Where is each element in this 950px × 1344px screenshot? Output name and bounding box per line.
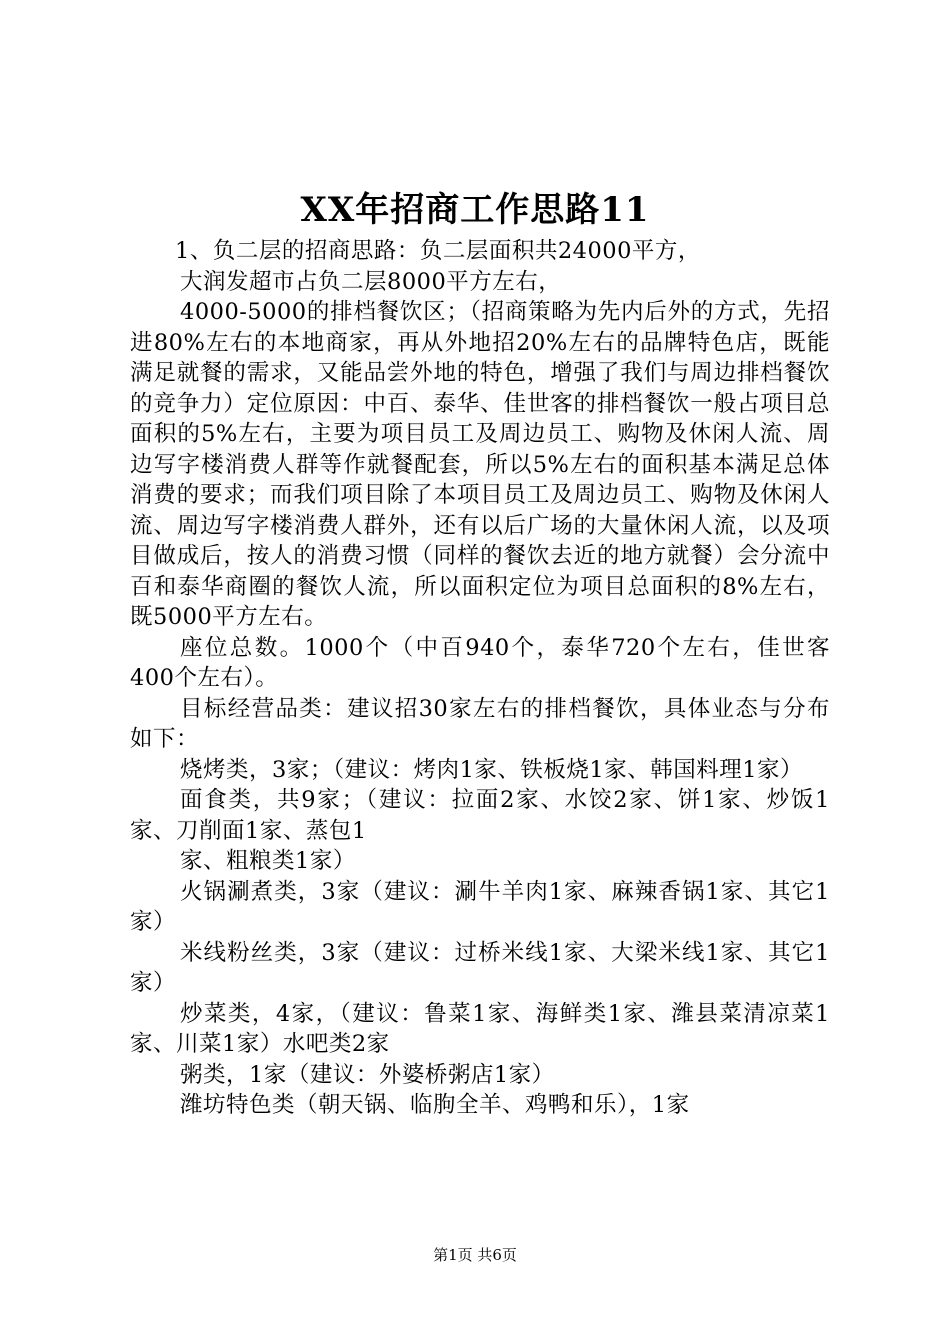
paragraph-13: 潍坊特色类（朝天锅、临朐全羊、鸡鸭和乐），1家 [180,1092,690,1118]
paragraph-12: 粥类，1家（建议：外婆桥粥店1家） [180,1061,555,1088]
paragraph-2: 大润发超市占负二层8000平方左右， [180,268,562,295]
document-title: XX年招商工作思路11 [300,190,650,230]
paragraph-10: 米线粉丝类，3家（建议：过桥米线1家、大梁米线1家、其它1家） [130,939,830,996]
paragraph-9: 火锅涮煮类，3家（建议：涮牛羊肉1家、麻辣香锅1家、其它1家） [130,878,830,935]
paragraph-7: 面食类，共9家；（建议：拉面2家、水饺2家、饼1家、炒饭1家、刀削面1家、蒸包1 [130,787,830,844]
paragraph-3: 4000-5000的排档餐饮区；（招商策略为先内后外的方式，先招进80%左右的本地商家，再从外地招20%左右的品牌特色店，既能满足就餐的需求，又能品尝外地的特色，增强了我们与周边排档餐饮的竞争力）定位原因：中百、泰华、佳世客的排档餐饮一般占项目总面积的5%左右，主要为项目员工及周边员工、购物及休闲人流、周边写字楼消费人群等作就餐配套，所以5%左右的面积基本满足总体消费的要求；而我们项目除了本项目员工及周边员工、购物及休闲人流、周边写字楼消费人群外，还有以后广场的大量休闲人流，以及项目做成后，按人的消费习惯（同样的餐饮去近的地方就餐）会分流中百和泰华商圈的餐饮人流，所以面积定位为项目总面积的8%左右，既5000平方左右。 [130,299,830,630]
paragraph-8: 家、粗粮类1家） [180,848,356,874]
paragraph-1: 1、负二层的招商思路：负二层面积共24000平方， [175,238,701,264]
paragraph-11: 炒菜类，4家，（建议：鲁菜1家、海鲜类1家、潍县菜清凉菜1家、川菜1家）水吧类2家 [130,1000,830,1057]
paragraph-4: 座位总数。1000个（中百940个，泰华720个左右，佳世客400个左右）。 [130,634,830,691]
paragraph-5: 目标经营品类：建议招30家左右的排档餐饮，具体业态与分布如下： [130,695,830,752]
paragraph-6: 烧烤类，3家；（建议：烤肉1家、铁板烧1家、韩国料理1家） [180,756,804,783]
document-body [130,236,830,1121]
page-footer: 第1页 共6页 [433,1246,517,1264]
